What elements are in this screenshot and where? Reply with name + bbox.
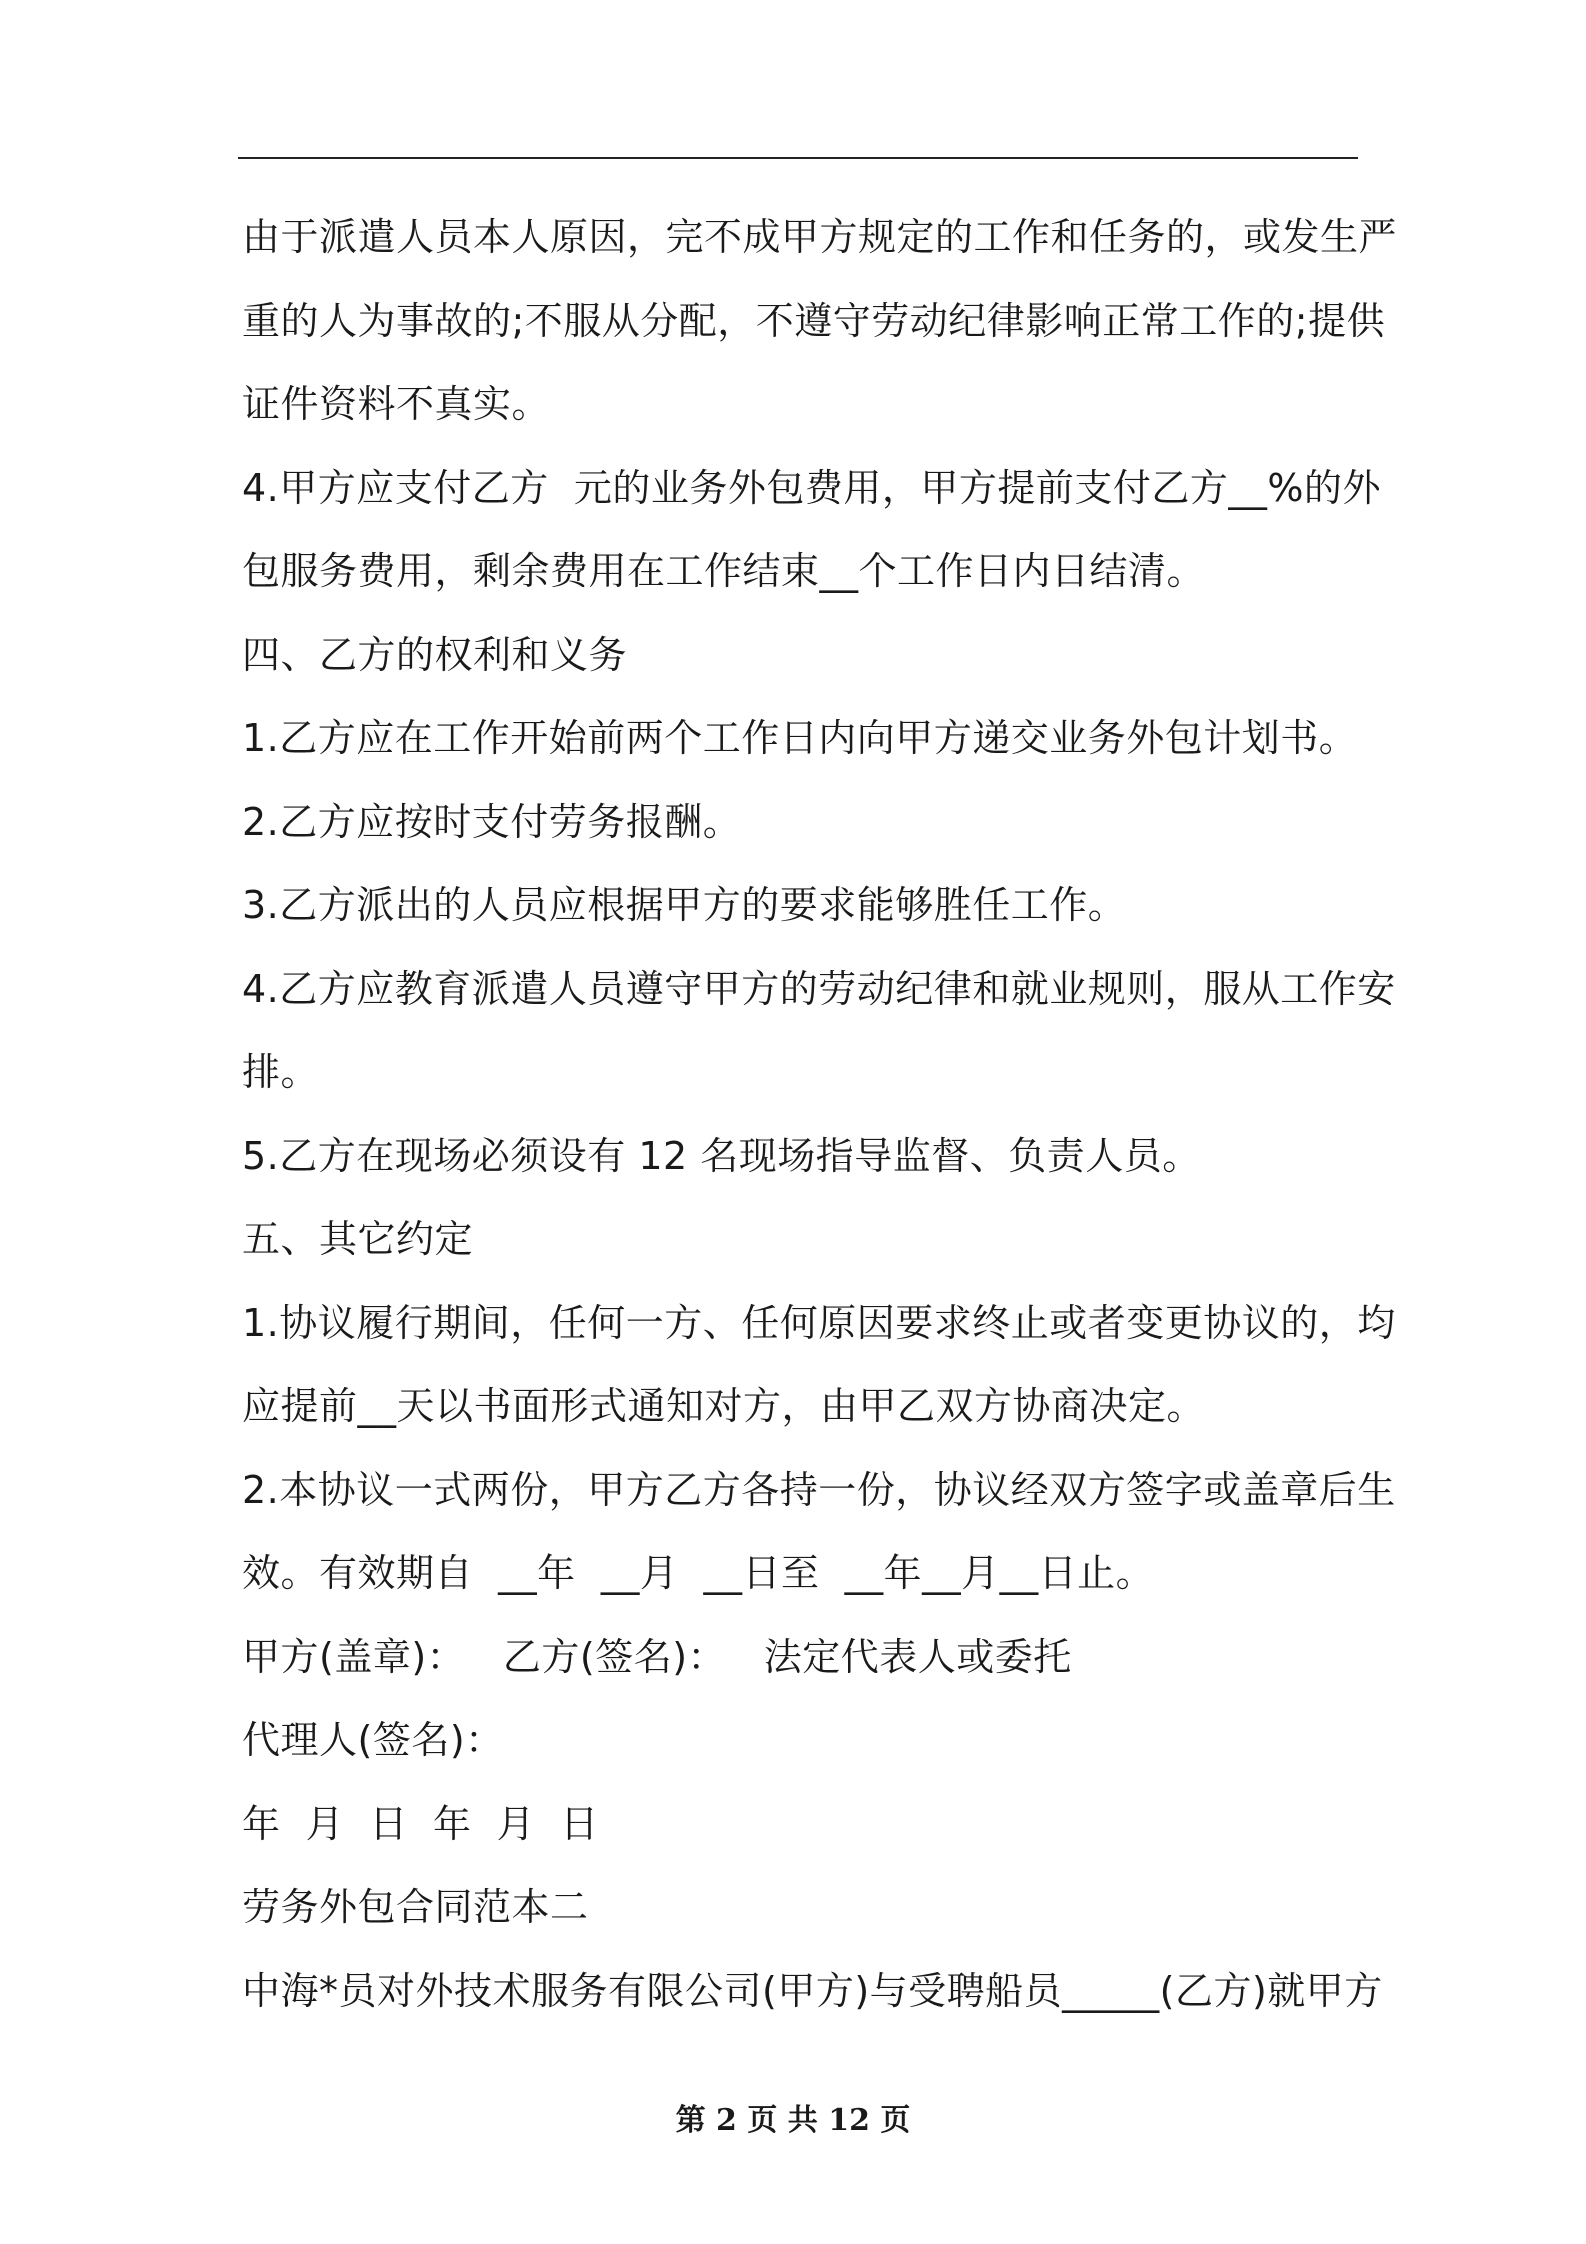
- section-heading: 四、乙方的权利和义务: [242, 632, 628, 677]
- date-line: 年 月 日 年 月 日: [242, 1801, 599, 1846]
- text-line: 重的人为事故的;不服从分配，不遵守劳动纪律影响正常工作的;提供: [242, 298, 1386, 343]
- text-line: 包服务费用，剩余费用在工作结束__个工作日内日结清。: [242, 549, 1206, 593]
- text-line: 5.乙方在现场必须设有 12 名现场指导监督、负责人员。: [242, 1133, 1201, 1178]
- text-line: 2.本协议一式两份，甲方乙方各持一份，协议经双方签字或盖章后生: [242, 1467, 1396, 1512]
- signature-line: 甲方(盖章)： 乙方(签名)： 法定代表人或委托: [242, 1634, 1072, 1679]
- signature-line: 代理人(签名)：: [242, 1718, 504, 1762]
- document-body: [242, 196, 1398, 2033]
- page-number: 第 2 页 共 12 页: [675, 2103, 911, 2138]
- text-line: 由于派遣人员本人原因，完不成甲方规定的工作和任务的，或发生严: [242, 215, 1398, 259]
- text-line: 排。: [242, 1050, 320, 1094]
- text-line: 4.乙方应教育派遣人员遵守甲方的劳动纪律和就业规则，服从工作安: [242, 966, 1396, 1011]
- text-line: 2.乙方应按时支付劳务报酬。: [242, 799, 742, 844]
- text-line: 1.乙方应在工作开始前两个工作日内向甲方递交业务外包计划书。: [242, 716, 1358, 760]
- text-line: 1.协议履行期间，任何一方、任何原因要求终止或者变更协议的，均: [242, 1300, 1396, 1345]
- text-line: 效。有效期自 __年 __月 __日至 __年__月__日止。: [242, 1551, 1155, 1595]
- text-line: 中海*员对外技术服务有限公司(甲方)与受聘船员_____(乙方)就甲方: [242, 1968, 1383, 2013]
- text-line: 证件资料不真实。: [242, 382, 551, 426]
- section-heading: 劳务外包合同范本二: [242, 1885, 589, 1929]
- text-line: 3.乙方派出的人员应根据甲方的要求能够胜任工作。: [242, 883, 1127, 927]
- text-line: 应提前__天以书面形式通知对方，由甲乙双方协商决定。: [242, 1384, 1206, 1428]
- section-heading: 五、其它约定: [242, 1217, 474, 1261]
- header-rule: [238, 157, 1358, 159]
- text-line: 4.甲方应支付乙方 元的业务外包费用，甲方提前支付乙方__%的外: [242, 465, 1382, 510]
